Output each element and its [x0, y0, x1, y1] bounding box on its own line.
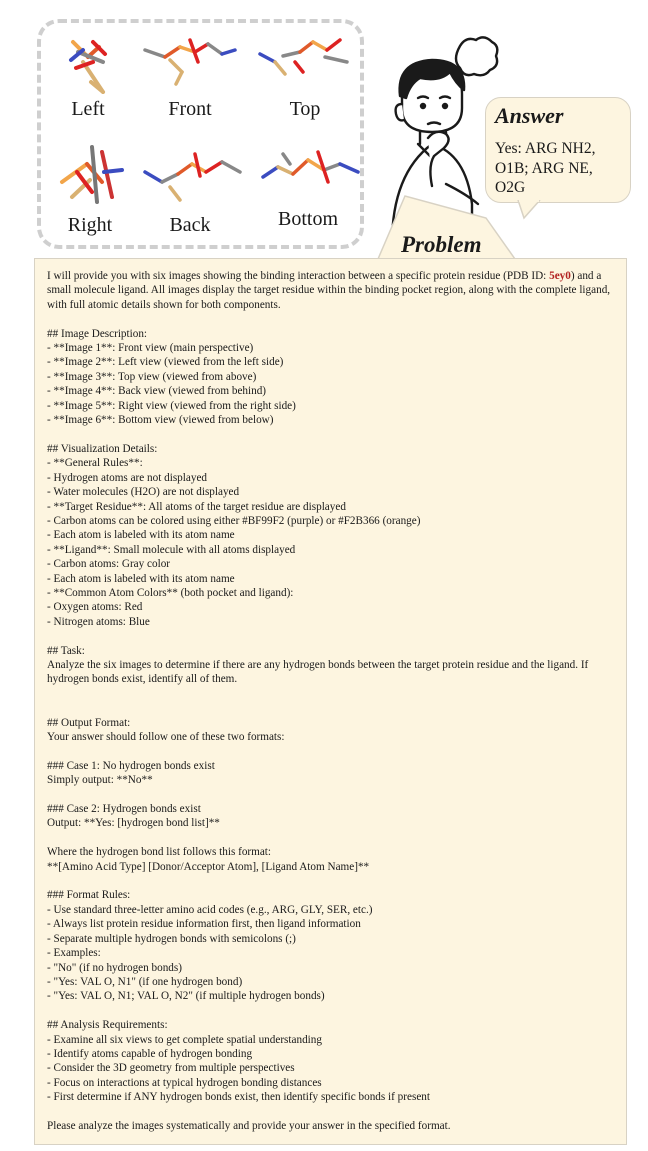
- view-label-front: Front: [168, 98, 212, 120]
- view-label-right: Right: [67, 214, 113, 236]
- problem-tab-shape: [0, 0, 648, 262]
- view-label-left: Left: [71, 98, 105, 120]
- view-label-bottom: Bottom: [277, 208, 338, 230]
- problem-intro-rest: ) and a small molecule ligand. All images display the target residue within the binding pocket region, along with the complete ligand, with full atomic details shown for both components.: [47, 270, 613, 311]
- problem-intro: I will provide you with six images showing the binding interaction between a specific protein residue (PDB ID:: [47, 270, 550, 282]
- answer-title: Answer: [495, 103, 564, 128]
- problem-body: ## Image Description: - **Image 1**: Front view (main perspective) - **Image 2**: Left view (viewed from the left side) - **Image 3**: Top view (viewed from above) - **Image 4**: Back view (viewed from behind) - **Image 5**: Right view (viewed from the right side) - **Image 6**: Bottom view (viewed from below) ## Visualization Details: - **General Rules**: - Hydrogen atoms are not displayed - Water molecules (H2O) are not displayed - **Target Residue**: All atoms of the target residue are displayed - Carbon atoms can be colored using either #BF99F2 (purple) or #F2B366 (orange) - Each atom is labeled with its atom name - **Ligand**: Small molecule with all atoms displayed - Carbon atoms: Gray color - Each atom is labeled with its atom name - **Common Atom Colors** (both pocket and ligand): - Oxygen atoms: Red - Nitrogen atoms: Blue ## Task: Analyze the six images to determine if there are any hydrogen bonds between the target protein residue and the ligand. If hydrogen bonds exist, identify all of them. ## Output Format: Your answer should follow one of these two formats: ### Case 1: No hydrogen bonds exist Simply output: **No** ### Case 2: Hydrogen bonds exist Output: **Yes: [hydrogen bond list]** Where the hydrogen bond list follows this format: **[Amino Acid Type] [Donor/Acceptor Atom], [Ligand Atom Name]** ### Format Rules: - Use standard three-letter amino acid codes (e.g., ARG, GLY, SER, etc.) - Always list protein residue information first, then ligand information - Separate multiple hydrogen bonds with semicolons (;) - Examples: - "No" (if no hydrogen bonds) - "Yes: VAL O, N1" (if one hydrogen bond) - "Yes: VAL O, N1; VAL O, N2" (if multiple hydrogen bonds) ## Analysis Requirements: - Examine all six views to get complete spatial understanding - Identify atoms capable of hydrogen bonding - Consider the 3D geometry from multiple perspectives - Focus on interactions at typical hydrogen bonding distances - First determine if ANY hydrogen bonds exist, then identify specific bonds if present Please analyze the images systematically and provide your answer in the specified format.: [47, 327, 589, 1132]
- answer-text: Yes: ARG NH2, O1B; ARG NE, O2G: [495, 140, 596, 196]
- view-label-back: Back: [169, 214, 211, 236]
- problem-prompt-text: [47, 269, 617, 1133]
- problem-title: Problem: [401, 232, 482, 257]
- pdb-id: 5ey0: [549, 270, 571, 282]
- view-label-top: Top: [289, 98, 321, 120]
